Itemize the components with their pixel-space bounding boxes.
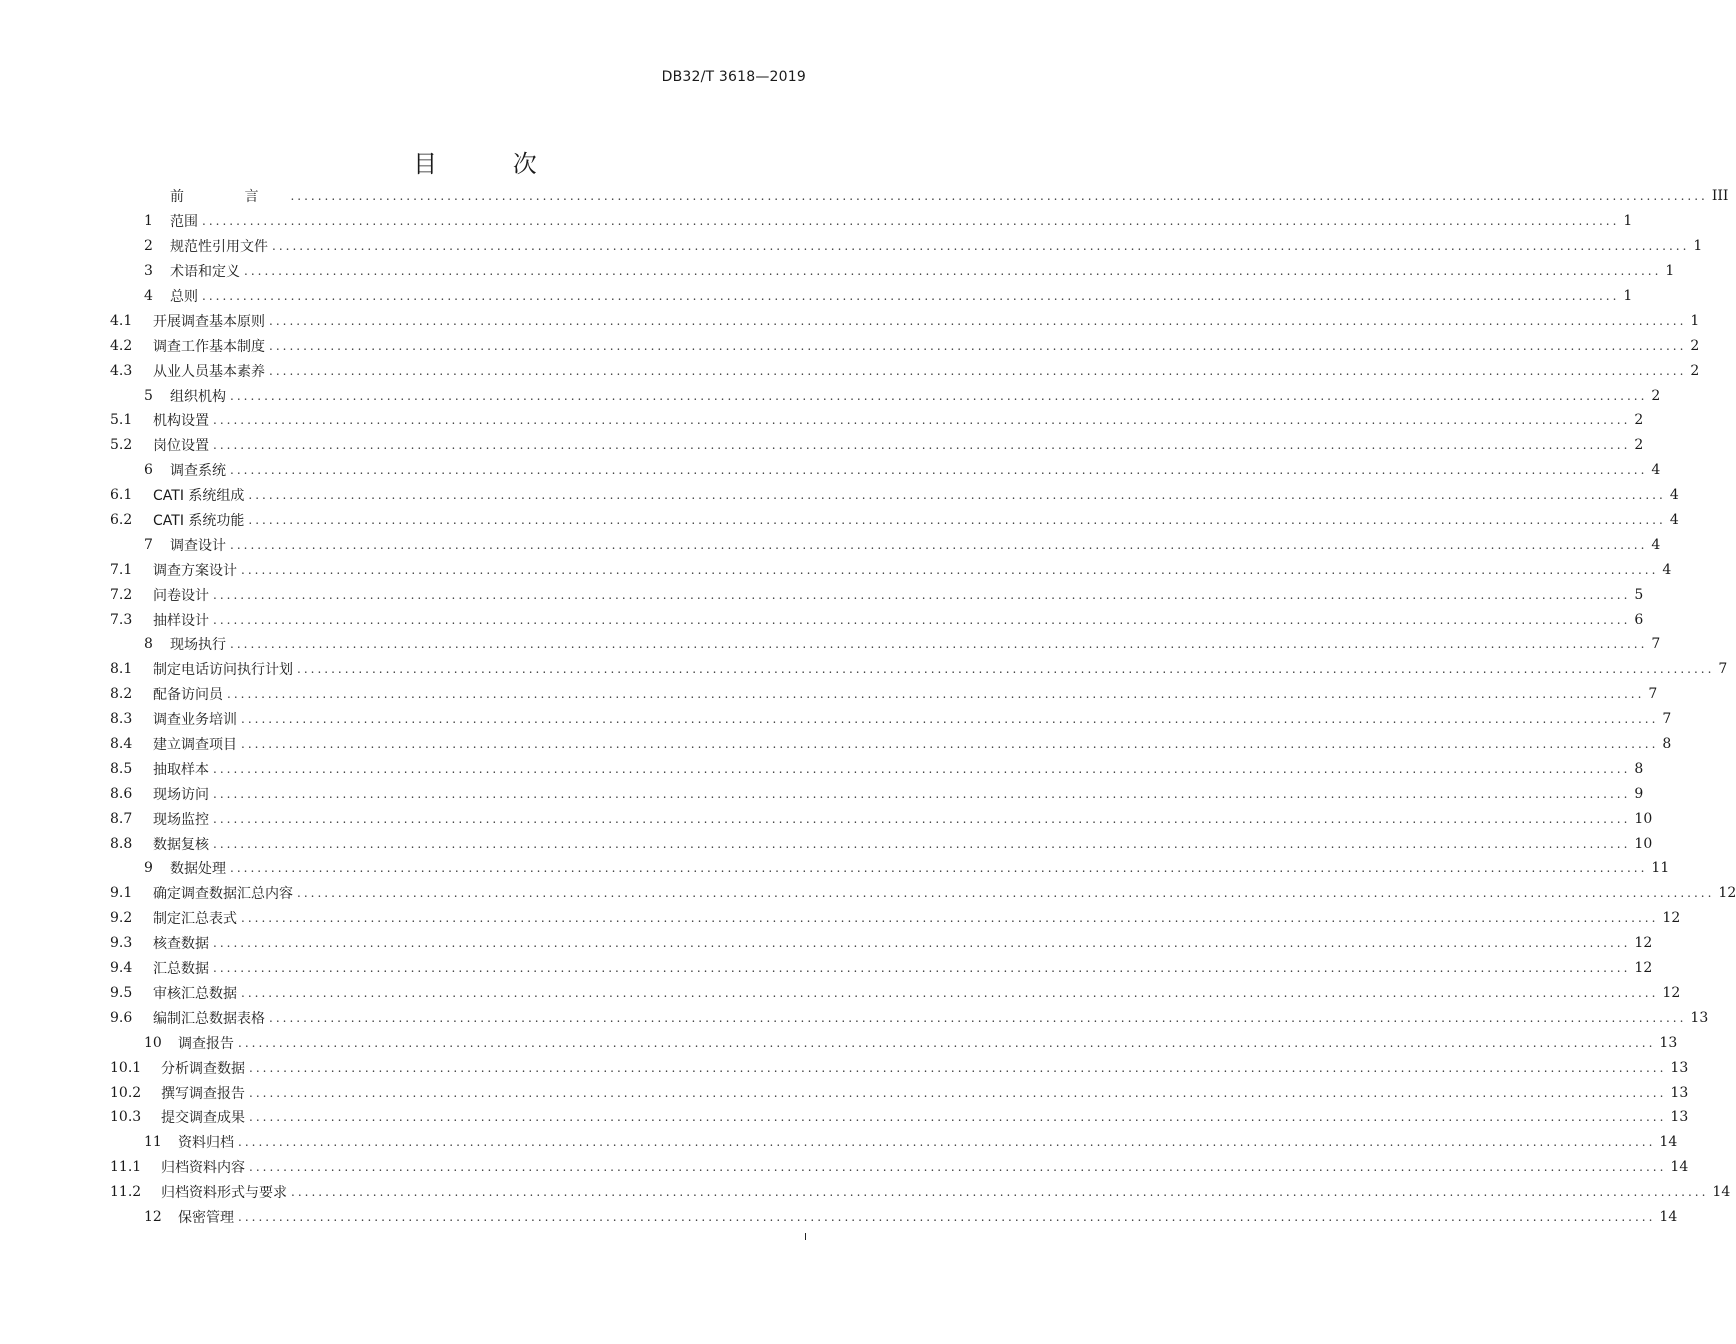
toc-entry-page: 2 — [1634, 437, 1644, 454]
toc-dot-leader: ................................................................................................................................................................................................................ — [241, 737, 1659, 752]
toc-entry-title: 范围 — [170, 214, 198, 231]
toc-entry-number: 11.1 — [110, 1159, 142, 1176]
toc-entry-number: 7.3 — [110, 611, 133, 628]
toc-entry-chapter[interactable] — [144, 284, 1633, 309]
toc-dot-leader: ................................................................................................................................................................................................................ — [249, 1160, 1667, 1175]
toc-entry-title: 撰写调查报告 — [161, 1085, 245, 1102]
toc-dot-leader: ................................................................................................................................................................................................................ — [213, 786, 1631, 801]
toc-entry-section[interactable] — [110, 906, 1681, 931]
toc-entry-page: 1 — [1623, 288, 1633, 304]
toc-dot-leader: ................................................................................................................................................................................................................ — [241, 562, 1659, 577]
toc-entry-title: 机构设置 — [153, 413, 209, 430]
toc-entry-section[interactable] — [110, 956, 1653, 981]
toc-dot-leader: ................................................................................................................................................................................................................ — [248, 488, 1666, 503]
toc-entry-page: 6 — [1634, 611, 1644, 628]
toc-entry-section[interactable] — [110, 582, 1644, 607]
toc-entry-chapter[interactable] — [144, 1030, 1678, 1055]
toc-entry-number: 10.2 — [110, 1084, 142, 1101]
toc-entry-chapter[interactable] — [144, 1130, 1678, 1155]
toc-dot-leader: ................................................................................................................................................................................................................ — [213, 961, 1631, 976]
toc-entry-page: 7 — [1651, 636, 1661, 653]
toc-dot-leader: ................................................................................................................................................................................................................ — [213, 936, 1631, 951]
toc-entry-number: 10.3 — [110, 1109, 142, 1126]
toc-entry-page: 8 — [1662, 736, 1672, 753]
toc-dot-leader: ................................................................................................................................................................................................................ — [241, 712, 1659, 727]
toc-entry-chapter[interactable] — [144, 532, 1661, 557]
toc-dot-leader: ................................................................................................................................................................................................................ — [244, 264, 1662, 279]
toc-entry-title: 确定调查数据汇总内容 — [153, 886, 293, 903]
toc-entry-number: 3 — [144, 263, 153, 280]
page-number: I — [804, 1232, 807, 1243]
toc-entry-page: 12 — [1634, 960, 1653, 977]
toc-entry-number: 11 — [144, 1134, 162, 1151]
toc-entry-section[interactable] — [110, 508, 1679, 533]
toc-dot-leader: ................................................................................................................................................................................................................ — [291, 1185, 1709, 1200]
toc-dot-leader: ................................................................................................................................................................................................................ — [248, 513, 1666, 528]
toc-dot-leader: ................................................................................................................................................................................................................ — [213, 811, 1631, 826]
toc-entry-number: 8.1 — [110, 661, 133, 678]
toc-entry-page: 11 — [1651, 860, 1670, 877]
toc-entry-chapter[interactable] — [144, 234, 1703, 259]
toc-entry-section[interactable] — [110, 358, 1700, 383]
toc-entry-chapter[interactable] — [144, 856, 1670, 881]
toc-dot-leader: ................................................................................................................................................................................................................ — [297, 662, 1715, 677]
toc-entry-title: 调查业务培训 — [153, 712, 237, 729]
toc-entry-section[interactable] — [110, 408, 1644, 433]
toc-entry-number: 4.3 — [110, 362, 133, 379]
toc-entry-number: 9.6 — [110, 1009, 133, 1026]
toc-dot-leader: ................................................................................................................................................................................................................ — [249, 1060, 1667, 1075]
toc-entry-section[interactable] — [110, 1080, 1689, 1105]
toc-entry-title: 保密管理 — [178, 1209, 234, 1226]
table-of-contents — [0, 184, 1736, 1229]
toc-entry-number: 5.1 — [110, 412, 133, 429]
toc-entry-page: 14 — [1670, 1159, 1689, 1176]
toc-entry-number: 8.2 — [110, 686, 133, 703]
toc-dot-leader: ................................................................................................................................................................................................................ — [238, 1135, 1656, 1150]
toc-entry-title: 资料归档 — [178, 1135, 234, 1152]
toc-entry-page: 1 — [1623, 213, 1633, 230]
toc-entry-section[interactable] — [110, 881, 1736, 906]
toc-entry-title: 总则 — [170, 289, 198, 305]
toc-entry-page: 12 — [1634, 935, 1653, 952]
toc-entry-page: 10 — [1634, 835, 1653, 852]
toc-entry-section[interactable] — [110, 981, 1681, 1006]
toc-entry-page: 10 — [1634, 810, 1653, 827]
toc-entry-chapter[interactable] — [144, 632, 1661, 657]
toc-entry-title: 建立调查项目 — [153, 737, 237, 754]
toc-entry-title: 调查报告 — [178, 1035, 234, 1052]
toc-entry-page: 2 — [1690, 337, 1700, 354]
toc-entry-number: 8.5 — [110, 760, 133, 777]
toc-dot-leader: ................................................................................................................................................................................................................ — [297, 886, 1715, 901]
toc-entry-section[interactable] — [110, 806, 1653, 831]
toc-dot-leader: ................................................................................................................................................................................................................ — [227, 687, 1645, 702]
document-code: DB32/T 3618—2019 — [661, 69, 806, 85]
toc-entry-chapter[interactable] — [144, 458, 1661, 483]
toc-entry-title: 分析调查数据 — [161, 1060, 245, 1077]
toc-entry-number: 9.3 — [110, 935, 133, 952]
toc-entry-page: 1 — [1665, 263, 1675, 280]
page-title: 目 次 — [413, 150, 571, 178]
toc-entry-title: 数据复核 — [153, 836, 209, 853]
toc-entry-section[interactable] — [110, 308, 1700, 333]
toc-entry-page: 4 — [1651, 462, 1661, 479]
toc-entry-number: 8.6 — [110, 785, 133, 802]
toc-entry-page: 13 — [1670, 1059, 1689, 1076]
toc-entry-title: 调查方案设计 — [153, 562, 237, 579]
toc-entry-section[interactable] — [110, 1005, 1709, 1030]
toc-entry-page: III — [1711, 188, 1729, 205]
toc-entry-page: 12 — [1718, 885, 1736, 902]
toc-entry-page: 1 — [1693, 238, 1703, 255]
toc-dot-leader: ................................................................................................................................................................................................................ — [241, 911, 1659, 926]
toc-entry-title: 制定电话访问执行计划 — [153, 662, 293, 679]
toc-entry-number: 7.1 — [110, 561, 133, 578]
toc-entry-title: CATI 系统组成 — [153, 488, 245, 505]
toc-entry-title: 前 言 — [170, 189, 287, 206]
toc-entry-page: 13 — [1670, 1109, 1689, 1126]
toc-entry-page: 7 — [1662, 711, 1672, 728]
toc-entry-number: 12 — [144, 1208, 162, 1225]
toc-entry-page: 7 — [1718, 661, 1728, 678]
toc-entry-title: 现场访问 — [153, 786, 209, 803]
toc-entry-title: 现场执行 — [170, 637, 226, 654]
toc-dot-leader: ................................................................................................................................................................................................................ — [230, 463, 1648, 478]
toc-entry-page: 9 — [1634, 785, 1644, 802]
toc-entry-page: 12 — [1662, 910, 1681, 927]
toc-entry-page: 2 — [1651, 387, 1661, 404]
toc-dot-leader: ................................................................................................................................................................................................................ — [290, 189, 1708, 204]
toc-entry-title: 调查设计 — [170, 537, 226, 554]
toc-entry-number: 9.1 — [110, 885, 133, 902]
toc-entry-page: 1 — [1690, 312, 1700, 329]
toc-entry-number: 9.2 — [110, 910, 133, 927]
toc-entry-page: 4 — [1651, 536, 1661, 553]
toc-entry-title: 配备访问员 — [153, 687, 223, 704]
toc-dot-leader: ................................................................................................................................................................................................................ — [213, 413, 1631, 428]
toc-entry-page: 13 — [1659, 1034, 1678, 1051]
toc-entry-section[interactable] — [110, 483, 1679, 508]
toc-dot-leader: ................................................................................................................................................................................................................ — [213, 612, 1631, 627]
toc-dot-leader: ................................................................................................................................................................................................................ — [230, 637, 1648, 652]
toc-entry-title: 术语和定义 — [170, 264, 240, 281]
toc-entry-title: 调查系统 — [170, 463, 226, 480]
toc-entry-section[interactable] — [110, 1180, 1731, 1205]
toc-entry-section[interactable] — [110, 1155, 1689, 1180]
toc-dot-leader: ................................................................................................................................................................................................................ — [202, 214, 1620, 229]
toc-entry-page: 8 — [1634, 760, 1644, 777]
toc-entry-number: 8.7 — [110, 810, 133, 827]
toc-entry-page: 4 — [1662, 561, 1672, 578]
toc-entry-title: 从业人员基本素养 — [153, 363, 265, 380]
toc-entry-number: 1 — [144, 213, 153, 230]
toc-entry-chapter[interactable] — [144, 184, 1729, 209]
toc-entry-page: 5 — [1634, 586, 1644, 603]
toc-entry-title: 编制汇总数据表格 — [153, 1010, 265, 1027]
toc-entry-section[interactable] — [110, 557, 1672, 582]
toc-entry-title: 问卷设计 — [153, 587, 209, 604]
toc-entry-page: 2 — [1690, 362, 1700, 379]
toc-entry-section[interactable] — [110, 657, 1728, 682]
toc-dot-leader: ................................................................................................................................................................................................................ — [230, 861, 1648, 876]
toc-entry-number: 6.1 — [110, 487, 133, 504]
toc-entry-title: 规范性引用文件 — [170, 239, 268, 256]
toc-dot-leader: ................................................................................................................................................................................................................ — [238, 1209, 1656, 1224]
toc-dot-leader: ................................................................................................................................................................................................................ — [241, 985, 1659, 1000]
toc-dot-leader: ................................................................................................................................................................................................................ — [213, 438, 1631, 453]
toc-entry-section[interactable] — [110, 433, 1644, 458]
toc-entry-section[interactable] — [110, 333, 1700, 358]
toc-entry-number: 8.4 — [110, 736, 133, 753]
toc-entry-title: 开展调查基本原则 — [153, 313, 265, 330]
toc-dot-leader: ................................................................................................................................................................................................................ — [202, 289, 1620, 303]
toc-entry-number: 6.2 — [110, 512, 133, 529]
toc-dot-leader: ................................................................................................................................................................................................................ — [249, 1110, 1667, 1125]
toc-entry-number: 7 — [144, 536, 153, 553]
toc-dot-leader: ................................................................................................................................................................................................................ — [269, 1010, 1687, 1025]
toc-entry-page: 14 — [1712, 1184, 1731, 1201]
toc-entry-title: 提交调查成果 — [161, 1110, 245, 1127]
toc-dot-leader: ................................................................................................................................................................................................................ — [230, 388, 1648, 403]
toc-entry-number: 8.3 — [110, 711, 133, 728]
toc-entry-number: 4.2 — [110, 337, 133, 354]
toc-entry-section[interactable] — [110, 732, 1672, 757]
toc-entry-title: 审核汇总数据 — [153, 985, 237, 1002]
toc-entry-section[interactable] — [110, 707, 1672, 732]
toc-entry-number: 8.8 — [110, 835, 133, 852]
toc-entry-number: 9.4 — [110, 960, 133, 977]
toc-entry-number: 11.2 — [110, 1184, 142, 1201]
toc-entry-title: 制定汇总表式 — [153, 911, 237, 928]
toc-entry-title: 调查工作基本制度 — [153, 338, 265, 355]
toc-dot-leader: ................................................................................................................................................................................................................ — [269, 363, 1687, 378]
toc-entry-title: 归档资料内容 — [161, 1160, 245, 1177]
toc-entry-number: 7.2 — [110, 586, 133, 603]
toc-dot-leader: ................................................................................................................................................................................................................ — [230, 537, 1648, 552]
toc-dot-leader: ................................................................................................................................................................................................................ — [269, 313, 1687, 328]
toc-entry-title: 抽样设计 — [153, 612, 209, 629]
toc-entry-section[interactable] — [110, 781, 1644, 806]
toc-entry-number: 10 — [144, 1034, 162, 1051]
toc-entry-section[interactable] — [110, 931, 1653, 956]
toc-entry-number: 10.1 — [110, 1059, 142, 1076]
toc-entry-page: 14 — [1659, 1208, 1678, 1225]
toc-entry-section[interactable] — [110, 607, 1644, 632]
toc-entry-chapter[interactable] — [144, 259, 1675, 284]
toc-entry-page: 13 — [1690, 1009, 1709, 1026]
toc-entry-number: 2 — [144, 238, 153, 255]
toc-entry-section[interactable] — [110, 682, 1658, 707]
toc-entry-title: 组织机构 — [170, 388, 226, 405]
toc-entry-number: 6 — [144, 462, 153, 479]
toc-dot-leader: ................................................................................................................................................................................................................ — [272, 239, 1690, 254]
toc-dot-leader: ................................................................................................................................................................................................................ — [213, 587, 1631, 602]
toc-entry-title: CATI 系统功能 — [153, 513, 245, 530]
toc-entry-title: 现场监控 — [153, 811, 209, 828]
toc-entry-page: 4 — [1669, 487, 1679, 504]
toc-entry-section[interactable] — [110, 831, 1653, 856]
toc-entry-title: 岗位设置 — [153, 438, 209, 455]
toc-entry-page: 12 — [1662, 984, 1681, 1001]
toc-entry-number: 8 — [144, 636, 153, 653]
toc-entry-page: 14 — [1659, 1134, 1678, 1151]
toc-entry-chapter[interactable] — [144, 383, 1661, 408]
toc-entry-number: 4 — [144, 288, 153, 304]
toc-entry-number: 4.1 — [110, 312, 133, 329]
toc-dot-leader: ................................................................................................................................................................................................................ — [213, 761, 1631, 776]
toc-entry-page: 7 — [1648, 686, 1658, 703]
toc-entry-chapter[interactable] — [144, 209, 1633, 234]
toc-dot-leader: ................................................................................................................................................................................................................ — [213, 836, 1631, 851]
toc-dot-leader: ................................................................................................................................................................................................................ — [238, 1035, 1656, 1050]
toc-entry-page: 2 — [1634, 412, 1644, 429]
toc-entry-page: 13 — [1670, 1084, 1689, 1101]
toc-dot-leader: ................................................................................................................................................................................................................ — [269, 338, 1687, 353]
toc-entry-title: 核查数据 — [153, 936, 209, 953]
toc-entry-section[interactable] — [110, 1105, 1689, 1130]
toc-entry-number: 5 — [144, 387, 153, 404]
toc-dot-leader: ................................................................................................................................................................................................................ — [249, 1085, 1667, 1100]
toc-entry-section[interactable] — [110, 756, 1644, 781]
toc-entry-number: 9.5 — [110, 984, 133, 1001]
toc-entry-title: 数据处理 — [170, 861, 226, 878]
toc-entry-number: 5.2 — [110, 437, 133, 454]
toc-entry-page: 4 — [1669, 512, 1679, 529]
toc-entry-title: 抽取样本 — [153, 761, 209, 778]
toc-entry-title: 汇总数据 — [153, 961, 209, 978]
toc-entry-section[interactable] — [110, 1055, 1689, 1080]
toc-entry-title: 归档资料形式与要求 — [161, 1185, 287, 1202]
toc-entry-number: 9 — [144, 860, 153, 877]
toc-entry-chapter[interactable] — [144, 1205, 1678, 1230]
